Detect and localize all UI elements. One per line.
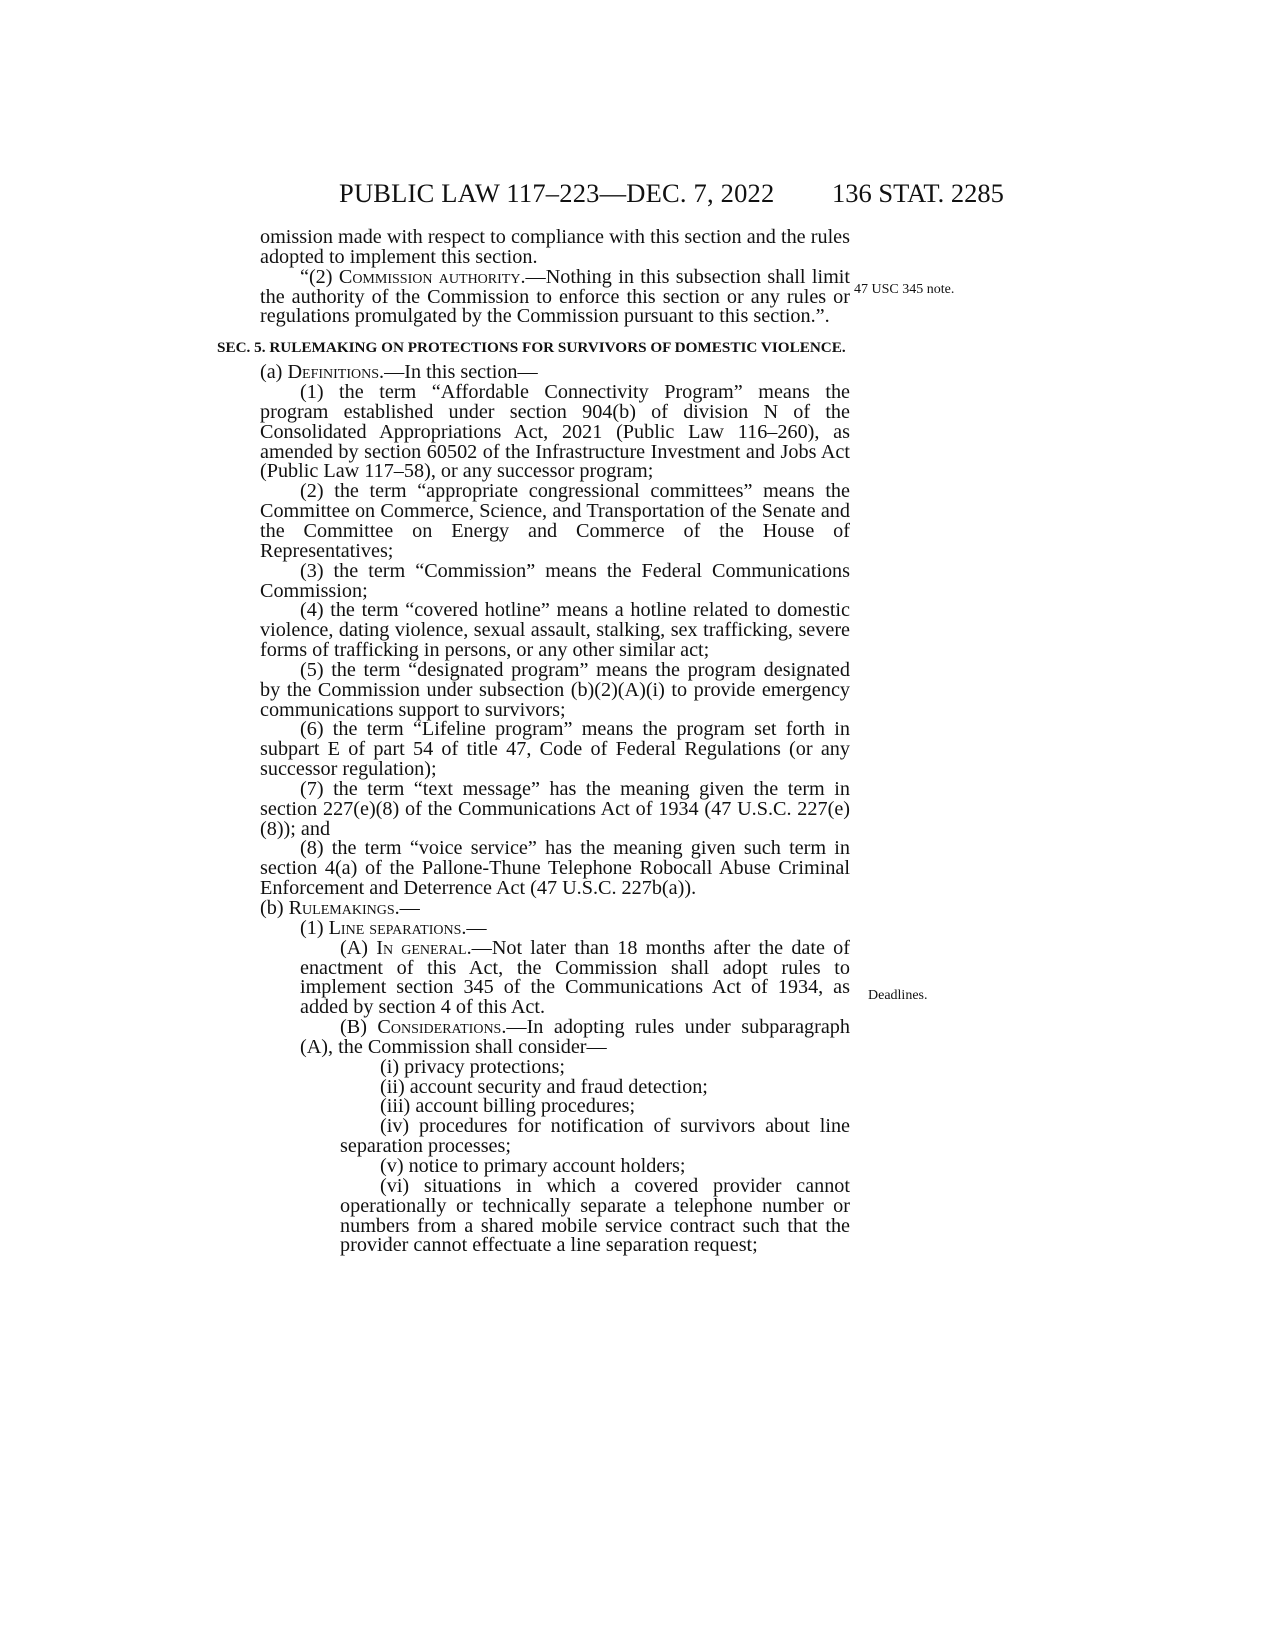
running-header-title: PUBLIC LAW 117–223—DEC. 7, 2022 (339, 178, 775, 208)
definition-7: (7) the term “text message” has the meaning given the term in section 227(e)(8) of the Communications Act of 1934 (47 U.S.C. 227(e)(8)); and (260, 777, 850, 840)
subsection-text: .— (394, 897, 420, 919)
subsection-prefix: (a) (260, 361, 288, 384)
paragraph-prefix: “(2) (300, 265, 339, 288)
paragraph-text: .— (461, 916, 487, 939)
subparagraph-heading: In general (376, 936, 467, 959)
clause-i: (i) privacy protections; (380, 1055, 565, 1078)
subparagraph-prefix: (B) (340, 1016, 378, 1039)
subparagraph-prefix: (A) (340, 936, 377, 959)
paragraph-continuation: omission made with respect to compliance with this section and the rules adopted to implement this section. (260, 226, 850, 268)
definition-6: (6) the term “Lifeline program” means the program set forth in subpart E of part 54 of title 47, Code of Federal Regulations (or any successor regulation); (260, 718, 850, 781)
subparagraph-text: .—Not later than 18 months after the date of enactment of this Act, the Commission shall adopt rules to implement section 345 of the Communications Act of 1934, as added by section 4 of this Act. (300, 936, 850, 1019)
clause-ii: (ii) account security and fraud detection; (380, 1075, 708, 1098)
subparagraph-b1A (260, 936, 850, 1019)
subparagraph-text: .—In adopting rules under subparagraph (A), the Commission shall consider— (300, 1016, 850, 1058)
clause-v: (v) notice to primary account holders; (380, 1154, 686, 1177)
subsection-text: .—In this section— (379, 361, 538, 384)
paragraph-heading: Commission authority (338, 265, 521, 288)
subparagraph-heading: Considerations (377, 1016, 502, 1039)
paragraph-text: .—Nothing in this subsection shall limit the authority of the Commission to enforce this section or any rules or regulations promulgated by the Commission pursuant to this section.”. (260, 265, 851, 328)
clause-vi: (vi) situations in which a covered provider cannot operationally or technically separate a telephone number or numbers from a shared mobile service contract such that the provider cannot effectuate a line separation request; (340, 1174, 850, 1257)
subparagraph-b1B (260, 1018, 850, 1058)
margin-note-deadlines: Deadlines. (868, 988, 928, 1003)
definition-5: (5) the term “designated program” means the program designated by the Commission under subsection (b)(2)(A)(i) to provide emergency communications support to survivors; (260, 658, 850, 721)
statute-body (217, 226, 851, 1257)
paragraph-heading: Line separations (328, 916, 462, 939)
subsection-heading: Definitions (287, 361, 380, 384)
definition-8: (8) the term “voice service” has the meaning given such term in section 4(a) of the Pallone-Thune Telephone Robocall Abuse Criminal Enforcement and Deterrence Act (47 U.S.C. 227b(a)). (260, 837, 850, 900)
clause-iii: (iii) account billing procedures; (380, 1095, 636, 1118)
section-5-heading: SEC. 5. RULEMAKING ON PROTECTIONS FOR SURVIVORS OF DOMESTIC VIOLENCE. (217, 339, 846, 357)
definition-1: (1) the term “Affordable Connectivity Program” means the program established under section 904(b) of division N of the Consolidated Appropriations Act, 2021 (Public Law 116–260), as amended by section 60502 of the Infrastructure Investment and Jobs Act (Public Law 117–58), or any successor program; (260, 381, 850, 483)
margin-note-usc: 47 USC 345 note. (854, 282, 955, 297)
clause-iv: (iv) procedures for notification of survivors about line separation processes; (340, 1115, 850, 1158)
subsection-prefix: (b) (260, 897, 289, 919)
subsection-heading: Rulemakings (288, 897, 395, 919)
definition-4: (4) the term “covered hotline” means a hotline related to domestic violence, dating violence, sexual assault, stalking, sex trafficking, severe forms of trafficking in persons, or any other similar act; (260, 599, 850, 662)
definition-3: (3) the term “Commission” means the Federal Communications Commission; (260, 559, 850, 602)
paragraph-commission-authority (260, 265, 851, 328)
paragraph-prefix: (1) (300, 916, 329, 939)
definition-2: (2) the term “appropriate congressional committees” means the Committee on Commerce, Science, and Transportation of the Senate and the Committee on Energy and Commerce of the House of Representatives; (260, 480, 850, 562)
running-header-stat-page: 136 STAT. 2285 (832, 178, 1004, 208)
